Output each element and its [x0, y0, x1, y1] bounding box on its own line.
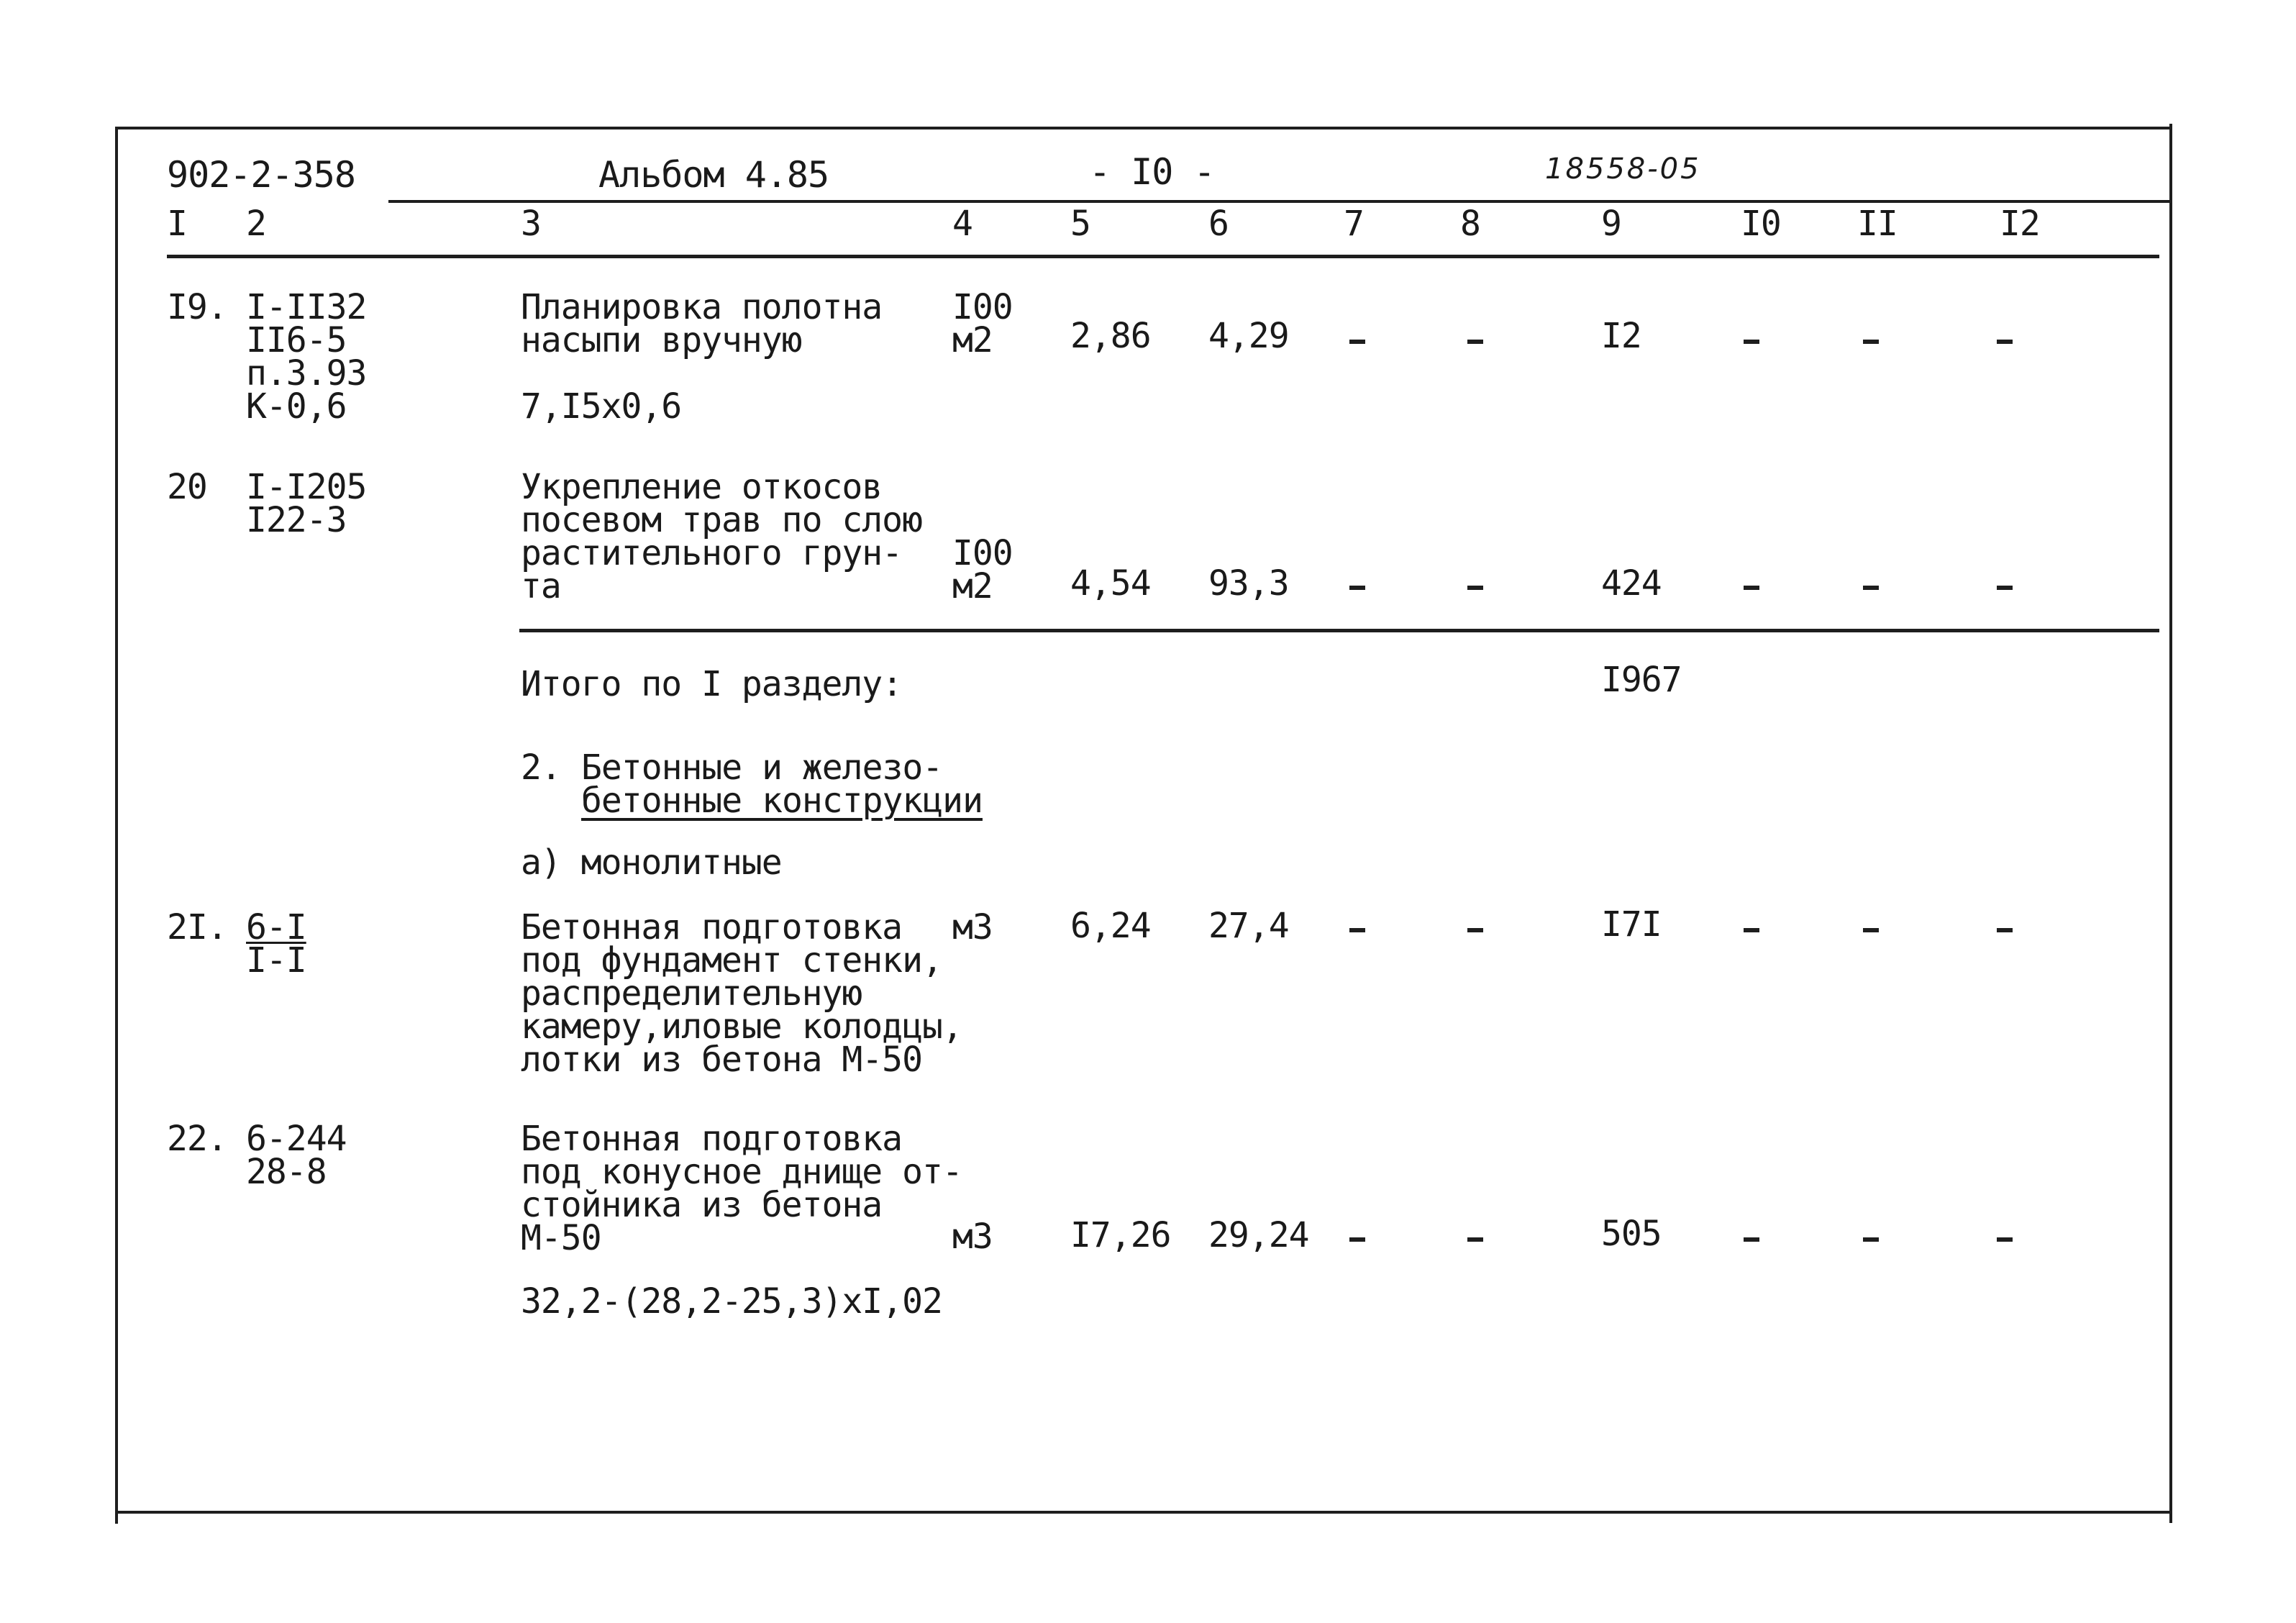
description-calc: 32,2-(28,2-25,3)xI,02 — [521, 1281, 942, 1322]
col-num-5: 5 — [1070, 204, 1090, 244]
unit-line: м2 — [952, 320, 993, 360]
dash-col12 — [1997, 1237, 2013, 1242]
page-number: - I0 - — [1089, 151, 1215, 193]
dash-col10 — [1744, 928, 1759, 932]
description-line: камеру,иловые колодцы, — [521, 1006, 962, 1047]
cell-col9: I2 — [1601, 316, 1641, 356]
cell-col8 — [1464, 1219, 1485, 1252]
dash-col12 — [1997, 340, 2013, 344]
dash-col8 — [1467, 1237, 1483, 1242]
norm-code-line: п.3.93 — [246, 353, 367, 394]
norm-code-line: К-0,6 — [246, 386, 347, 427]
norm-code-line: I-II32 — [246, 287, 367, 327]
dash-col7 — [1349, 340, 1365, 344]
cell-col11 — [1860, 909, 1880, 942]
row-number: 22. — [167, 1119, 227, 1159]
norm-code-line: 6-I — [246, 907, 306, 947]
subsection-title: а) монолитные — [521, 842, 782, 883]
cell-col10 — [1741, 909, 1761, 942]
cell-col10 — [1741, 1219, 1761, 1252]
col-num-9: 9 — [1601, 204, 1621, 244]
cell-col7 — [1348, 567, 1368, 600]
section-title-line: Бетонные и железо- — [581, 747, 943, 788]
cell-col9: 424 — [1601, 563, 1662, 604]
row-number: 2I. — [167, 907, 227, 947]
col-num-7: 7 — [1344, 204, 1364, 244]
cell-col6: 93,3 — [1208, 563, 1289, 604]
doc-code: 902-2-358 — [167, 154, 355, 196]
norm-code-line: I-I — [246, 940, 306, 981]
dash-col7 — [1349, 928, 1365, 932]
col-num-4: 4 — [952, 204, 972, 244]
cell-col10 — [1741, 319, 1761, 353]
cell-col6: 27,4 — [1208, 906, 1289, 946]
bottom-border — [115, 1511, 2172, 1514]
col-num-3: 3 — [521, 204, 541, 244]
cell-col9: I7I — [1601, 904, 1662, 945]
dash-col8 — [1467, 586, 1483, 590]
column-numbers-divider — [167, 255, 2159, 258]
dash-col7 — [1349, 1237, 1365, 1242]
col-num-8: 8 — [1460, 204, 1480, 244]
norm-code-line: 28-8 — [246, 1152, 327, 1192]
description-line: Планировка полотна — [521, 287, 883, 327]
description-calc: 7,I5x0,6 — [521, 386, 682, 427]
description-line: насыпи вручную — [521, 320, 802, 360]
right-border — [2169, 124, 2172, 1523]
cell-col8 — [1464, 567, 1485, 600]
unit-line: м2 — [952, 566, 993, 606]
left-border — [115, 128, 118, 1524]
cell-col6: 4,29 — [1208, 316, 1289, 356]
cell-col5: I7,26 — [1070, 1215, 1171, 1255]
dash-col12 — [1997, 586, 2013, 590]
cell-col12 — [1995, 909, 2015, 942]
cell-col12 — [1995, 319, 2015, 353]
cell-col11 — [1860, 319, 1880, 353]
col-num-1: I — [167, 204, 187, 244]
album-label: Альбом 4.85 — [598, 154, 829, 196]
norm-code-line: I22-3 — [246, 500, 347, 540]
section-number: 2. — [521, 747, 561, 788]
dash-col12 — [1997, 928, 2013, 932]
norm-code-line: II6-5 — [246, 320, 347, 360]
dash-col10 — [1744, 340, 1759, 344]
cell-col8 — [1464, 909, 1485, 942]
col-num-12: I2 — [2000, 204, 2040, 244]
row-number: 20 — [167, 467, 207, 507]
description-line: под конусное днище от- — [521, 1152, 962, 1192]
top-border — [115, 127, 2172, 129]
cell-col11 — [1860, 567, 1880, 600]
cell-col12 — [1995, 567, 2015, 600]
cell-col12 — [1995, 1219, 2015, 1252]
cell-col6: 29,24 — [1208, 1215, 1309, 1255]
description-line: стойника из бетона — [521, 1185, 883, 1225]
cell-col7 — [1348, 319, 1368, 353]
description-line: М-50 — [521, 1218, 601, 1258]
description-line: под фундамент стенки, — [521, 940, 942, 981]
dash-col11 — [1863, 1237, 1879, 1242]
section-total-label: Итого по I разделу: — [521, 664, 903, 704]
unit-line: м3 — [952, 1217, 993, 1257]
dash-col10 — [1744, 1237, 1759, 1242]
unit-line: I00 — [952, 287, 1013, 327]
col-num-6: 6 — [1208, 204, 1229, 244]
cell-col9: 505 — [1601, 1214, 1662, 1254]
unit-line: м3 — [952, 907, 993, 947]
cell-col11 — [1860, 1219, 1880, 1252]
cell-col5: 2,86 — [1070, 316, 1151, 356]
description-line: Бетонная подготовка — [521, 907, 903, 947]
cell-col7 — [1348, 1219, 1368, 1252]
description-line: лотки из бетона М-50 — [521, 1040, 922, 1080]
description-line: Укрепление откосов — [521, 467, 883, 507]
description-line: та — [521, 566, 561, 606]
row-number: I9. — [167, 287, 227, 327]
cell-col10 — [1741, 567, 1761, 600]
dash-col10 — [1744, 586, 1759, 590]
dash-col8 — [1467, 340, 1483, 344]
dash-col11 — [1863, 928, 1879, 932]
description-line: растительного грун- — [521, 533, 903, 573]
handwritten-reference: 18558-05 — [1545, 153, 1701, 186]
section-total-value: I967 — [1601, 660, 1682, 700]
dash-col11 — [1863, 340, 1879, 344]
cell-col5: 4,54 — [1070, 563, 1151, 604]
section-title-line: бетонные конструкции — [581, 781, 983, 821]
norm-code-line: 6-244 — [246, 1119, 347, 1159]
dash-col11 — [1863, 586, 1879, 590]
cell-col7 — [1348, 909, 1368, 942]
col-num-2: 2 — [246, 204, 266, 244]
description-line: Бетонная подготовка — [521, 1119, 903, 1159]
dash-col7 — [1349, 586, 1365, 590]
cell-col8 — [1464, 319, 1485, 353]
col-num-11: II — [1857, 204, 1898, 244]
description-line: распределительную — [521, 973, 862, 1014]
header-divider — [388, 200, 2171, 203]
description-line: посевом трав по слою — [521, 500, 922, 540]
cell-col5: 6,24 — [1070, 906, 1151, 946]
unit-line: I00 — [952, 533, 1013, 573]
norm-code-line: I-I205 — [246, 467, 367, 507]
col-num-10: I0 — [1741, 204, 1781, 244]
total-divider — [519, 629, 2159, 632]
dash-col8 — [1467, 928, 1483, 932]
